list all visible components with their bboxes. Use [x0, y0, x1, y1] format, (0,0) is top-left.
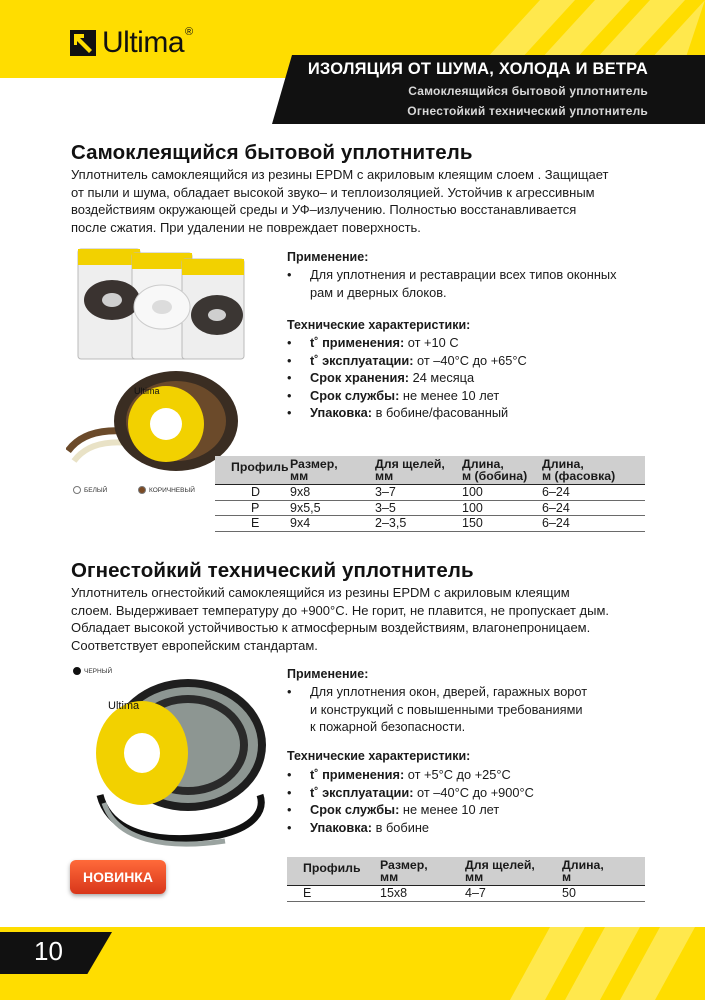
- brown-color-dot: [138, 486, 146, 494]
- section2-description: Уплотнитель огнестойкий самоклеящийся из резины EPDM с акриловым клеящим слоем. Выдерживает температуру до +900°С. Не горит, не плавится, не пропускает дым. Обладает высокой устойчивостью к атмосферным воздействиям, влагонепроницаем. Соответствует европейским стандартам.: [71, 585, 610, 653]
- section1-description: Уплотнитель самоклеящийся из резины EPDM с акриловым клеящим слоем . Защищает от пыли и шума, обладает высокой звуко– и теплоизоляцией. Устойчив к агрессивным воздействиям окружающей среды и УФ–излучению. Полностью восстанавливается после сжатия. При удалении не повреждает поверхность.: [71, 167, 609, 235]
- product-packages-image: [72, 245, 252, 365]
- swatch-white: БЕЛЫЙ: [73, 486, 107, 494]
- header-subtitle-2: Огнестойкий технический уплотнитель: [407, 104, 648, 118]
- section2-application-list: [287, 683, 647, 736]
- swatch-black: ЧЕРНЫЙ: [73, 667, 112, 675]
- section1-profile-table: [215, 456, 645, 532]
- new-product-badge: НОВИНКА: [70, 860, 166, 894]
- col-header: Профиль: [215, 456, 290, 485]
- spec-item: • t˚ эксплуатации: от –40°С до +900°С: [287, 784, 647, 802]
- page-title: ИЗОЛЯЦИЯ ОТ ШУМА, ХОЛОДА И ВЕТРА: [307, 60, 648, 78]
- swatch-brown: КОРИЧНЕВЫЙ: [138, 486, 195, 494]
- brand-name: Ultima®: [102, 26, 193, 59]
- section2-tech-title: Технические характеристики:: [287, 749, 471, 763]
- section2-profile-table: [287, 857, 645, 902]
- spec-item: • Срок службы: не менее 10 лет: [287, 387, 647, 405]
- col-header: Профиль: [287, 857, 380, 886]
- spec-item: • Срок службы: не менее 10 лет: [287, 801, 647, 819]
- table-row: E 15х8 4–7 50: [287, 886, 645, 902]
- col-header: Длина, м: [562, 857, 645, 886]
- header-subtitle-1: Самоклеящийся бытовой уплотнитель: [408, 84, 648, 98]
- section2-specs-list: [287, 766, 647, 836]
- section2-application-title: Применение:: [287, 667, 369, 681]
- table-header-row: [287, 857, 645, 886]
- footer-stripes-decoration: [510, 927, 705, 1000]
- spec-item: • t˚ эксплуатации: от –40°С до +65°С: [287, 352, 647, 370]
- col-header: Для щелей, мм: [465, 857, 562, 886]
- logo-arrow-icon: [70, 30, 96, 56]
- section2-title: Огнестойкий технический уплотнитель: [71, 559, 474, 582]
- svg-text:Ultima: Ultima: [134, 386, 160, 396]
- spec-item: • Упаковка: в бобине/фасованный: [287, 404, 647, 422]
- spec-item: • Срок хранения: 24 месяца: [287, 369, 647, 387]
- list-item: • Для уплотнения и реставрации всех типов оконных рам и дверных блоков.: [287, 266, 647, 301]
- header-stripes-decoration: [480, 0, 705, 60]
- list-item: • Для уплотнения окон, дверей, гаражных ворот и конструкций с повышенными требованиями к пожарной безопасности.: [287, 683, 647, 736]
- col-header: Длина, м (бобина): [462, 456, 542, 485]
- section1-application-title: Применение:: [287, 250, 369, 264]
- table-header-row: [215, 456, 645, 485]
- col-header: Длина, м (фасовка): [542, 456, 645, 485]
- section1-tech-title: Технические характеристики:: [287, 318, 471, 332]
- section1-title: Самоклеящийся бытовой уплотнитель: [71, 141, 473, 164]
- col-header: Размер, мм: [380, 857, 465, 886]
- fire-seal-roll-image: [80, 675, 270, 860]
- spec-item: • Упаковка: в бобине: [287, 819, 647, 837]
- col-header: Размер, мм: [290, 456, 375, 485]
- table-row: D 9х8 3–7 100 6–24: [215, 485, 645, 501]
- section1-specs-list: [287, 334, 647, 422]
- spec-item: • t˚ применения: от +5°С до +25°С: [287, 766, 647, 784]
- section1-application-list: [287, 266, 647, 301]
- white-color-dot: [73, 486, 81, 494]
- black-color-dot: [73, 667, 81, 675]
- brand-logo: [70, 26, 193, 60]
- page-number: 10: [34, 936, 63, 966]
- table-row: E 9х4 2–3,5 150 6–24: [215, 516, 645, 532]
- table-row: P 9х5,5 3–5 100 6–24: [215, 500, 645, 516]
- spec-item: • t˚ применения: от +10 С: [287, 334, 647, 352]
- svg-text:Ultima: Ultima: [108, 700, 140, 712]
- col-header: Для щелей, мм: [375, 456, 462, 485]
